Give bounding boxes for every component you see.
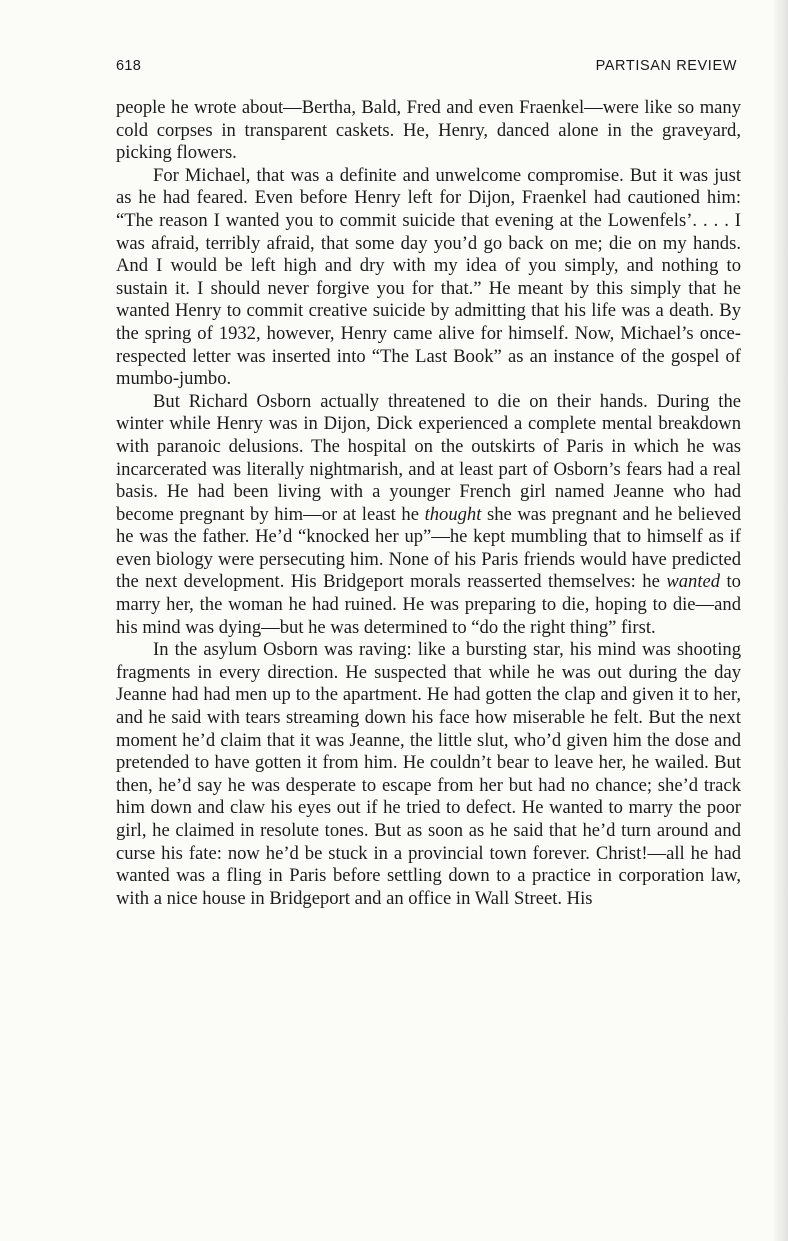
- italic-text: wanted: [666, 571, 721, 593]
- paragraph: [116, 97, 741, 165]
- page-header: [116, 58, 737, 78]
- paragraph: [116, 391, 741, 640]
- body-text: [116, 97, 741, 910]
- page-binding-edge: [774, 0, 788, 1241]
- text-run: people he wrote about—Bertha, Bald, Fred and even Fraenkel—were like so many cold corpses in transparent caskets. He, Henry, danced alone in the graveyard, picking flowers.: [116, 97, 741, 164]
- paragraph: [116, 639, 741, 910]
- italic-text: thought: [424, 503, 482, 525]
- page-number: 618: [116, 58, 142, 74]
- running-head: PARTISAN REVIEW: [595, 58, 737, 74]
- paragraph: [116, 165, 741, 391]
- text-run: In the asylum Osborn was raving: like a bursting star, his mind was shooting fragments in every direction. He suspected that while he was out during the day Jeanne had had men up to the apartment. He had gotten the clap and given it to her, and he said with tears streaming down his face how miserable he felt. But the next moment he’d claim that it was Jeanne, the little slut, who’d given him the dose and pretended to have gotten it from him. He couldn’t bear to leave her, he wailed. But then, he’d say he was desperate to escape from her but had no chance; she’d track him down and claw his eyes out if he tried to defect. He wanted to marry the poor girl, he claimed in resolute tones. But as soon as he said that he’d turn around and curse his fate: now he’d be stuck in a provincial town forever. Christ!—all he had wanted was a fling in Paris before settling down to a practice in corporation law, with a nice house in Bridgeport and an office in Wall Street. His: [116, 639, 741, 909]
- text-run: For Michael, that was a definite and unwelcome compromise. But it was just as he had feared. Even before Henry left for Dijon, Fraenkel had cautioned him: “The reason I wanted you to commit suicide that evening at the Lowenfels’. . . . I was afraid, terribly afraid, that some day you’d go back on me; die on my hands. And I would be left high and dry with my idea of you simply, and nothing to sustain it. I should never forgive you for that.” He meant by this simply that he wanted Henry to commit creative suicide by admitting that his life was a death. By the spring of 1932, however, Henry came alive for himself. Now, Michael’s once-respected letter was inserted into “The Last Book” as an instance of the gospel of mumbo-jumbo.: [116, 164, 741, 390]
- text-run: she was pregnant and he believed he was the father. He’d “knocked her up”—he kept mumbling that to himself as if even biology were persecuting him. None of his Paris friends would have predicted the next development. His Bridgeport morals reasserted themselves: he: [116, 503, 741, 593]
- text-run: to marry her, the woman he had ruined. He was preparing to die, hoping to die—and his mind was dying—but he was determined to “do the right thing” first.: [116, 571, 741, 638]
- text-run: But Richard Osborn actually threatened to die on their hands. During the winter while Henry was in Dijon, Dick experienced a complete mental breakdown with paranoic delusions. The hospital on the outskirts of Paris in which he was incarcerated was literally nightmarish, and at least part of Osborn’s fears had a real basis. He had been living with a younger French girl named Jeanne who had become pregnant by him—or at least he: [116, 390, 741, 525]
